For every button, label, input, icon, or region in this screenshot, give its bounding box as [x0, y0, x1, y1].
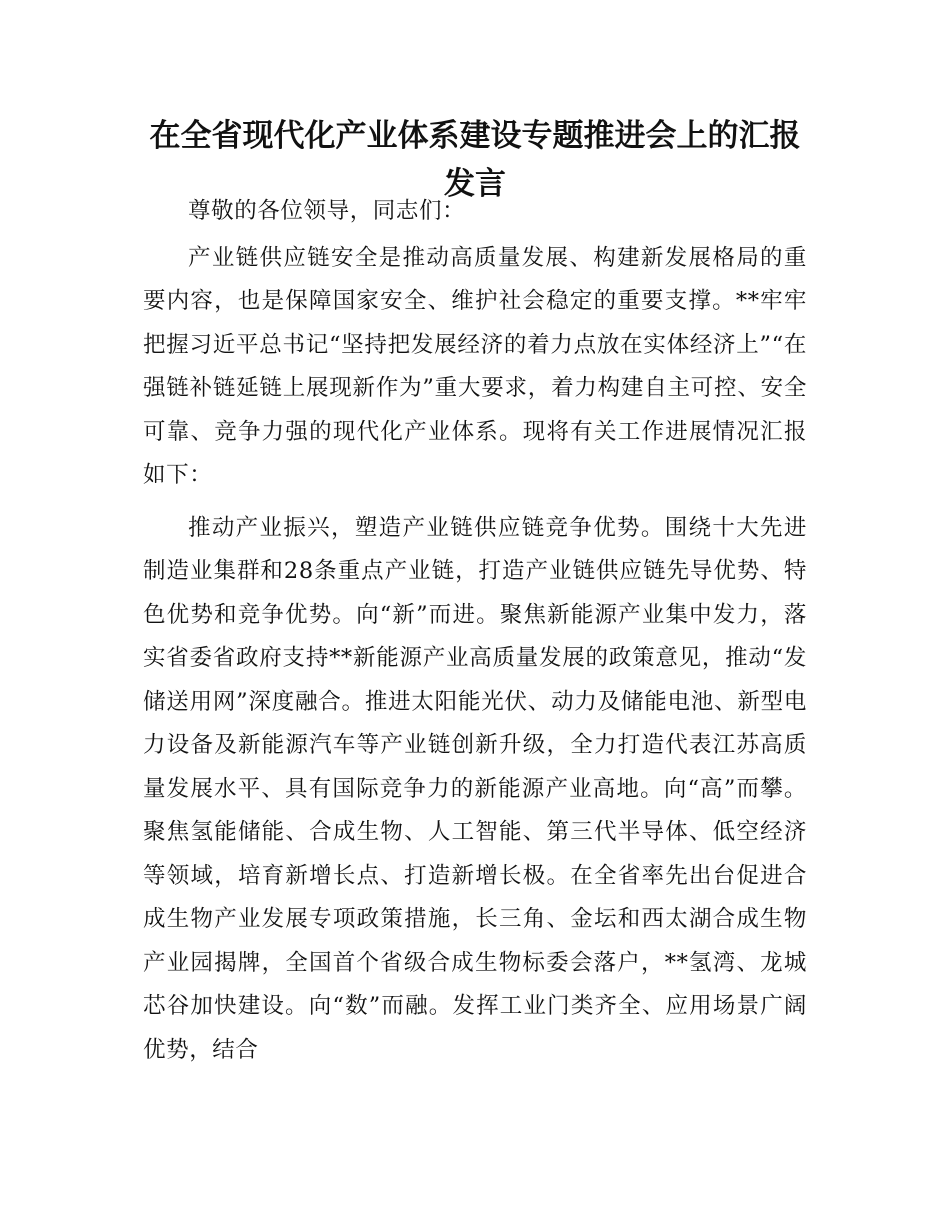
greeting-line: 尊敬的各位领导，同志们：	[188, 198, 466, 224]
paragraph-2: 推动产业振兴，塑造产业链供应链竞争优势。围绕十大先进制造业集群和28条重点产业链，打造产业链供应链先导优势、特色优势和竞争优势。向“新”而进。聚焦新能源产业集中发力，落实省委省政府支持**新能源产业高质量发展的政策意见，推动“发储送用网”深度融合。推进太阳能光伏、动力及储能电池、新型电力设备及新能源汽车等产业链创新升级，全力打造代表江苏高质量发展水平、具有国际竞争力的新能源产业高地。向“高”而攀。聚焦氢能储能、合成生物、人工智能、第三代半导体、低空经济等领域，培育新增长点、打造新增长极。在全省率先出台促进合成生物产业发展专项政策措施，长三角、金坛和西太湖合成生物产业园揭牌，全国首个省级合成生物标委会落户，**氢湾、龙城芯谷加快建设。向“数”而融。发挥工业门类齐全、应用场景广阔优势，结合	[143, 514, 807, 1063]
document-body	[143, 190, 807, 1072]
paragraph-1: 产业链供应链安全是推动高质量发展、构建新发展格局的重要内容，也是保障国家安全、维护社会稳定的重要支撑。**牢牢把握习近平总书记“坚持把发展经济的着力点放在实体经济上”“在强链补链延链上展现新作为”重大要求，着力构建自主可控、安全可靠、竞争力强的现代化产业体系。现将有关工作进展情况汇报如下：	[143, 244, 807, 488]
document-title: 在全省现代化产业体系建设专题推进会上的汇报发言	[149, 118, 801, 202]
